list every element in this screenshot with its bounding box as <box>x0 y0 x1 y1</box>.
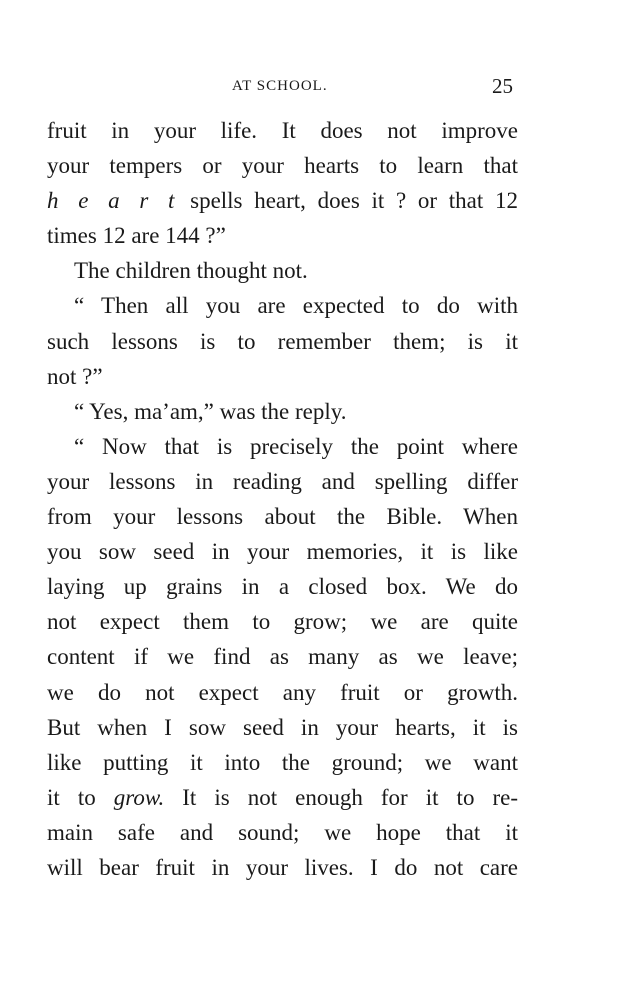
text-line: “ Yes, ma’am,” was the reply. <box>74 398 347 424</box>
text-line: like putting it into the ground; we want <box>47 749 518 775</box>
emphasized-word: h e a r t <box>47 188 179 214</box>
text-line: The children thought not. <box>74 258 308 284</box>
text-line: we do not expect any fruit or growth. <box>47 679 518 705</box>
text-line: it to grow. It is not enough for it to re- <box>47 784 519 810</box>
page-number: 25 <box>492 74 513 98</box>
text-line: your tempers or your hearts to learn that <box>47 153 518 179</box>
emphasized-word: grow. <box>113 784 165 810</box>
text-line: content if we find as many as we leave; <box>47 644 518 670</box>
text-line: “ Then all you are expected to do with <box>74 293 518 319</box>
text-line: But when I sow seed in your hearts, it is <box>47 714 518 740</box>
text-line: not expect them to grow; we are quite <box>47 609 518 635</box>
text-line: you sow seed in your memories, it is like <box>47 539 518 565</box>
text-line: “ Now that is precisely the point where <box>74 433 518 459</box>
body-text <box>47 113 518 885</box>
text-line: fruit in your life. It does not improve <box>47 118 518 143</box>
text-line: such lessons is to remember them; is it <box>47 328 518 354</box>
text-line: your lessons in reading and spelling differ <box>47 468 518 494</box>
text-line: from your lessons about the Bible. When <box>47 504 518 530</box>
running-title: AT SCHOOL. <box>232 78 328 94</box>
text-line: laying up grains in a closed box. We do <box>47 574 518 600</box>
text-line: not ?” <box>47 363 103 389</box>
running-head <box>0 76 621 100</box>
text-line: main safe and sound; we hope that it <box>47 819 518 845</box>
text-line: h e a r t spells heart, does it ? or that 12 <box>47 188 518 214</box>
text-line: times 12 are 144 ?” <box>47 223 226 249</box>
text-line: will bear fruit in your lives. I do not care <box>47 854 518 880</box>
